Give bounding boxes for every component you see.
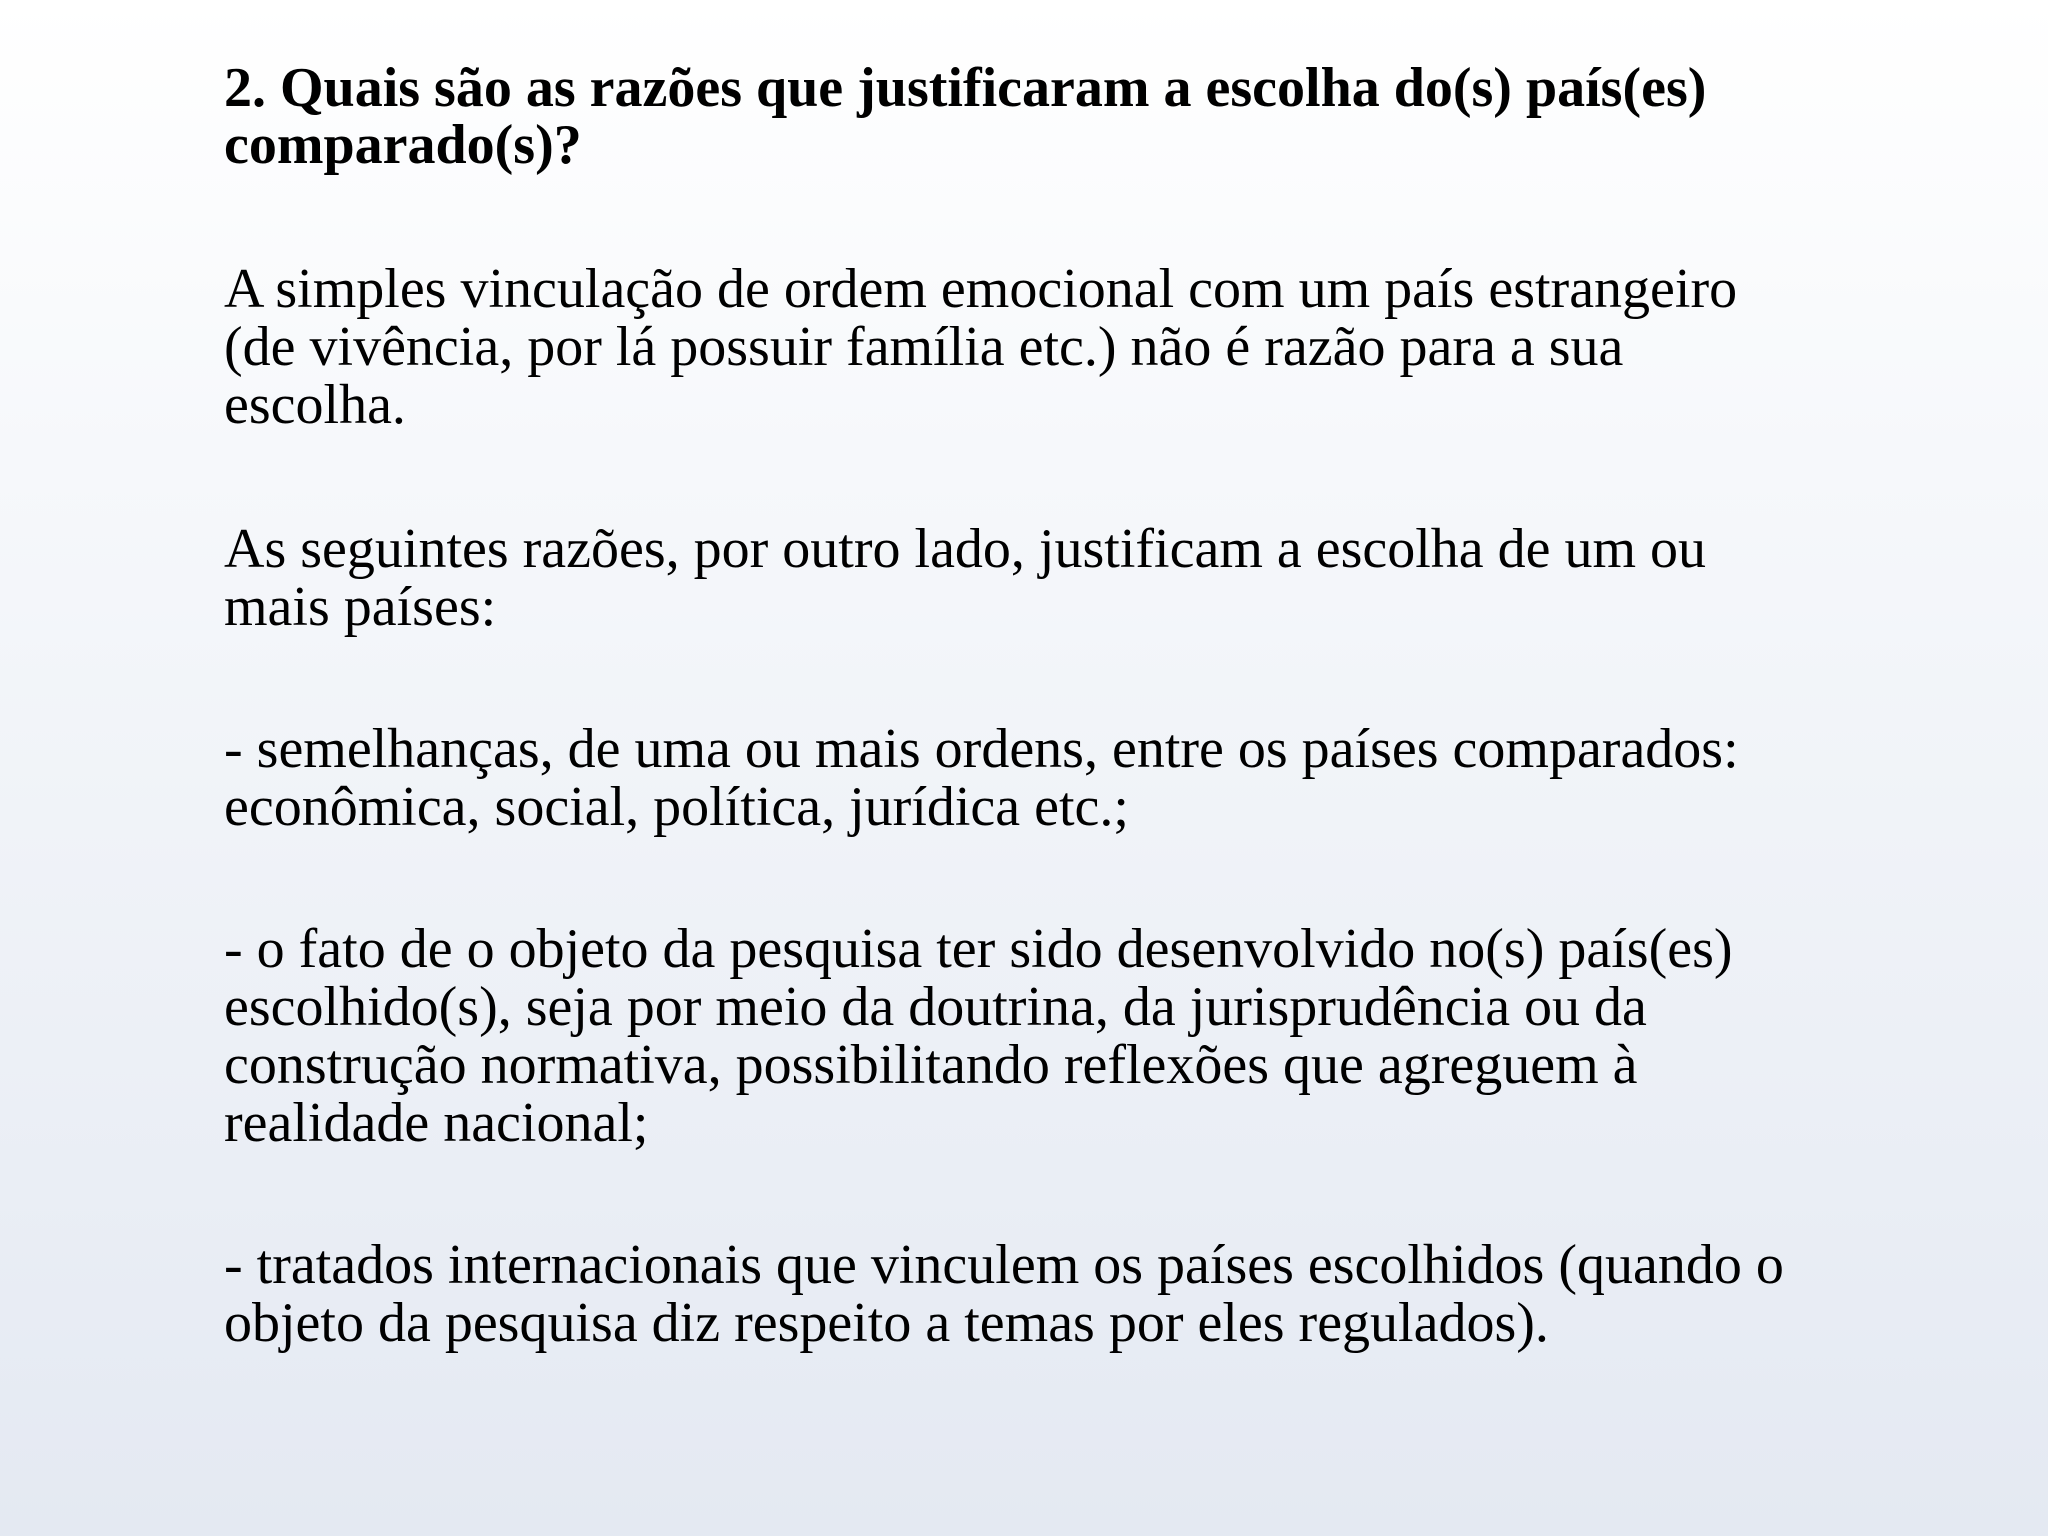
paragraph-line: realidade nacional; (224, 1092, 649, 1154)
paragraph-line: escolhido(s), seja por meio da doutrina, da jurisprudência ou da (224, 976, 1647, 1038)
paragraph-line: construção normativa, possibilitando reflexões que agreguem à (224, 1034, 1638, 1096)
paragraph-line: econômica, social, política, jurídica etc.; (224, 776, 1129, 838)
paragraph-reasons-intro (224, 520, 1924, 720)
heading-line: comparado(s)? (224, 114, 582, 176)
paragraph-line: - o fato de o objeto da pesquisa ter sido desenvolvido no(s) país(es) (224, 918, 1733, 980)
list-item-research-object (224, 920, 1924, 1236)
paragraph-line: - semelhanças, de uma ou mais ordens, entre os países comparados: (224, 718, 1739, 780)
paragraph-line: - tratados internacionais que vinculem os países escolhidos (quando o (224, 1234, 1784, 1296)
list-item-treaties (224, 1236, 1924, 1356)
slide-content (224, 57, 1924, 1356)
paragraph-line: (de vivência, por lá possuir família etc.) não é razão para a sua (224, 316, 1624, 378)
heading-line: 2. Quais são as razões que justificaram a escolha do(s) país(es) (224, 57, 1707, 119)
list-item-similarities (224, 720, 1924, 920)
paragraph-line: objeto da pesquisa diz respeito a temas por eles regulados). (224, 1292, 1549, 1354)
paragraph-line: As seguintes razões, por outro lado, justificam a escolha de um ou (224, 518, 1707, 580)
paragraph-emotional-link (224, 260, 1924, 520)
paragraph-line: mais países: (224, 576, 497, 638)
paragraph-line: A simples vinculação de ordem emocional com um país estrangeiro (224, 258, 1738, 320)
slide-heading (224, 57, 1924, 260)
paragraph-line: escolha. (224, 374, 406, 436)
